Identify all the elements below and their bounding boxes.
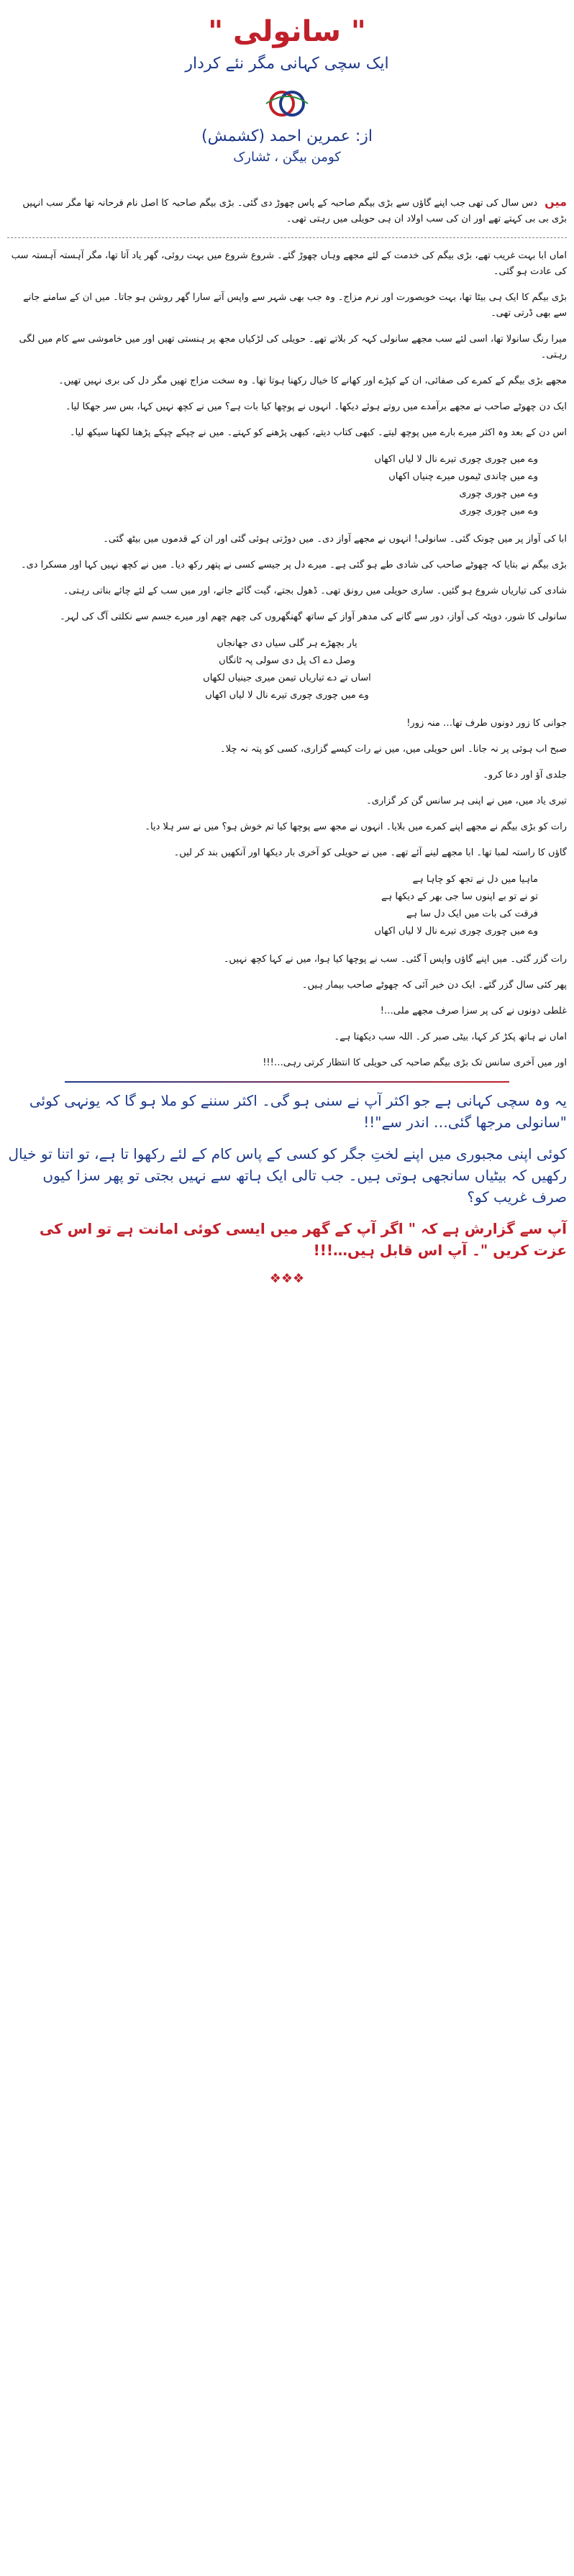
author-line: از: عمرین احمد (کشمش) <box>201 127 373 145</box>
lead-word: میں <box>545 195 567 209</box>
story-header <box>0 12 574 165</box>
paragraph: تیری یاد میں، میں نے اپنی ہر سانس گن کر گزاری۔ <box>366 796 567 806</box>
poem-verse-one <box>7 451 538 520</box>
paragraph: مجھے بڑی بیگم کے کمرے کی صفائی، ان کے کپڑے اور کھانے کا خیال رکھنا ہوتا تھا۔ وہ سخت مزاج تھیں مگر دل کی بری نہیں تھیں۔ <box>58 376 567 386</box>
paragraph: جوانی کا زور دونوں طرف تھا… منہ زور! <box>406 718 567 729</box>
poem-verse-two <box>7 635 567 704</box>
paragraph: بڑی بیگم کا ایک ہی بیٹا تھا، بہت خوبصورت اور نرم مزاج۔ وہ جب بھی شہر سے واپس آتے سارا گھر روشن ہو جاتا۔ میں ان کے سامنے جانے سے بھی ڈرتی تھی۔ <box>23 292 567 319</box>
closing-paragraph: آپ سے گزارش ہے کہ " اگر آپ کے گھر میں ایسی کوئی امانت ہے تو اس کی عزت کریں "۔ آپ اس قابل ہیں…!!! <box>39 1220 567 1259</box>
paragraph: پھر کئی سال گزر گئے۔ ایک دن خبر آئی کہ چھوٹے صاحب بیمار ہیں۔ <box>301 980 567 991</box>
story-subtitle: ایک سچی کہانی مگر نئے کردار <box>185 55 389 73</box>
poem-line: وصل دے اک پل دی سولی پہ ٹانگاں <box>219 655 355 666</box>
stars-divider-icon: ❖❖❖ <box>269 1271 305 1286</box>
closing-paragraph: یہ وہ سچی کہانی ہے جو اکثر آپ نے سنی ہو گی۔ اکثر سننے کو ملا ہو گا کہ یونہی کوئی "سانولی مرجھا گئی… اندر سے"!! <box>29 1092 567 1131</box>
paragraph: اور میں آخری سانس تک بڑی بیگم صاحبہ کی حویلی کا انتظار کرتی رہی…!!! <box>263 1057 567 1068</box>
closing-note <box>7 1090 567 1261</box>
paragraph: اماں ابا بہت غریب تھے، بڑی بیگم کی خدمت کے لئے مجھے وہاں چھوڑ گئے۔ شروع شروع میں بہت روئی، گھر یاد آتا تھا، مگر آہستہ آہستہ سب کی عادت ہو گئی۔ <box>11 250 567 277</box>
coauthor-line: کومن بیگن ، ٹشارک <box>233 150 341 165</box>
closing-rule <box>65 1081 509 1083</box>
poem-line: ماہیا میں دل نے تجھ کو چاہا ہے <box>412 874 538 885</box>
paragraph: بڑی بیگم نے بتایا کہ چھوٹے صاحب کی شادی طے ہو گئی ہے۔ میرے دل پر جیسے کسی نے پتھر رکھ دیا۔ میں نے کچھ نہیں کہا اور مسکرا دی۔ <box>20 560 567 570</box>
paragraph: صبح اب ہوئی پر نہ جانا۔ اس حویلی میں، میں نے رات کیسے گزاری، کسی کو پتہ نہ چلا۔ <box>220 744 567 755</box>
poem-line: اساں تے دے تیاریاں تیمن میری جینیاں لکھاں <box>203 673 371 683</box>
intro-paragraph <box>7 194 567 227</box>
paragraph: جلدی آؤ اور دعا کرو۔ <box>483 770 567 780</box>
paragraph: ابا کی آواز پر میں چونک گئی۔ سانولی! انہوں نے مجھے آواز دی۔ میں دوڑتی ہوئی گئی اور ان کے قدموں میں بیٹھ گئی۔ <box>103 534 567 545</box>
poem-line: وے میں چوری چوری تیرے نال لا لیاں اکھاں <box>374 926 538 937</box>
paragraph: رات کو بڑی بیگم نے مجھے اپنے کمرے میں بلایا۔ انہوں نے مجھ سے پوچھا کیا تم خوش ہو؟ میں نے سر ہلا دیا۔ <box>145 822 567 832</box>
poem-line: فرقت کی بات میں ایک دل سا ہے <box>406 909 538 919</box>
interlocked-rings-icon <box>262 86 312 122</box>
paragraph: سانولی کا شور، دوپٹہ کی آواز، دور سے گانے کی مدھر آواز کے ساتھ گھنگھروں کی چھم چھم اور میرے جسم سے نکلتی آگ کی لہر۔ <box>60 611 567 622</box>
poem-line: وے میں چوری چوری <box>459 506 538 516</box>
poem-verse-three <box>7 871 538 940</box>
paragraph: اس دن کے بعد وہ اکثر میرے بارے میں پوچھ لیتے۔ کبھی کتاب دیتے، کبھی پڑھنے کو کہتے۔ میں نے چپکے چپکے پڑھنا لکھنا سیکھ لیا۔ <box>69 427 567 438</box>
divider <box>7 237 567 238</box>
intro-text: دس سال کی تھی جب اپنے گاؤں سے بڑی بیگم صاحبہ کے پاس چھوڑ دی گئی۔ بڑی بیگم صاحبہ کا اصل نام فرحانہ تھا مگر سب انہیں بڑی بی بی کہتے تھے اور ان کی سب اولاد ان ہی حویلی میں رہتی تھی۔ <box>22 198 567 224</box>
paragraph: میرا رنگ سانولا تھا، اسی لئے سب مجھے سانولی کہہ کر بلاتے تھے۔ حویلی کی لڑکیاں مجھ پر ہنستی تھیں اور میں خاموشی سے کام میں لگی رہتی۔ <box>19 334 567 360</box>
paragraph: شادی کی تیاریاں شروع ہو گئیں۔ ساری حویلی میں رونق تھی۔ ڈھول بجتے، گیت گائے جاتے، اور میں سب کے لئے چائے بناتی رہتی۔ <box>63 586 567 596</box>
poem-line: وے میں چوری چوری <box>459 488 538 499</box>
story-title: " سانولی " <box>208 15 366 48</box>
paragraph: اماں نے ہاتھ پکڑ کر کہا، بیٹی صبر کر۔ اللہ سب دیکھتا ہے۔ <box>334 1032 567 1042</box>
paragraph: رات گزر گئی۔ میں اپنے گاؤں واپس آ گئی۔ سب نے پوچھا کیا ہوا، میں نے کہا کچھ نہیں۔ <box>223 954 567 965</box>
poem-line: وے میں چاندی ٹیموں میرے چنیاں اکھاں <box>388 471 538 482</box>
closing-paragraph: کوئی اپنی مجبوری میں اپنے لختِ جگر کو کسی کے پاس کام کے لئے رکھوا تا ہے، تو اتنا تو خیال رکھیں کہ بیٹیاں سانجھی ہوتی ہیں۔ جب تالی ایک ہاتھ سے نہیں بجتی تو پھر سزا کیوں صرف غریب کو؟ <box>8 1145 567 1206</box>
paragraph: گاؤں کا راستہ لمبا تھا۔ ابا مجھے لینے آئے تھے۔ میں نے حویلی کو آخری بار دیکھا اور آنکھیں بند کر لیں۔ <box>173 847 567 858</box>
paragraph: ایک دن چھوٹے صاحب نے مجھے برآمدے میں روتے ہوئے دیکھا۔ انہوں نے پوچھا کیا بات ہے؟ میں نے کچھ نہیں کہا، بس سر جھکا لیا۔ <box>65 401 567 412</box>
story-body <box>7 194 567 1287</box>
poem-line: وے میں چوری چوری تیرے نال لا لیاں اکھاں <box>205 690 369 701</box>
paragraph: غلطی دونوں نے کی پر سزا صرف مجھے ملی…! <box>380 1006 567 1016</box>
poem-line: وے میں چوری چوری تیرے نال لا لیاں اکھاں <box>374 454 538 465</box>
poem-line: تو نے تو بے اپنوں سا جی بھر کے دیکھا ہے <box>381 891 538 902</box>
poem-line: یار بچھڑے ہر گلی سیاں دی جھانجاں <box>217 638 357 649</box>
